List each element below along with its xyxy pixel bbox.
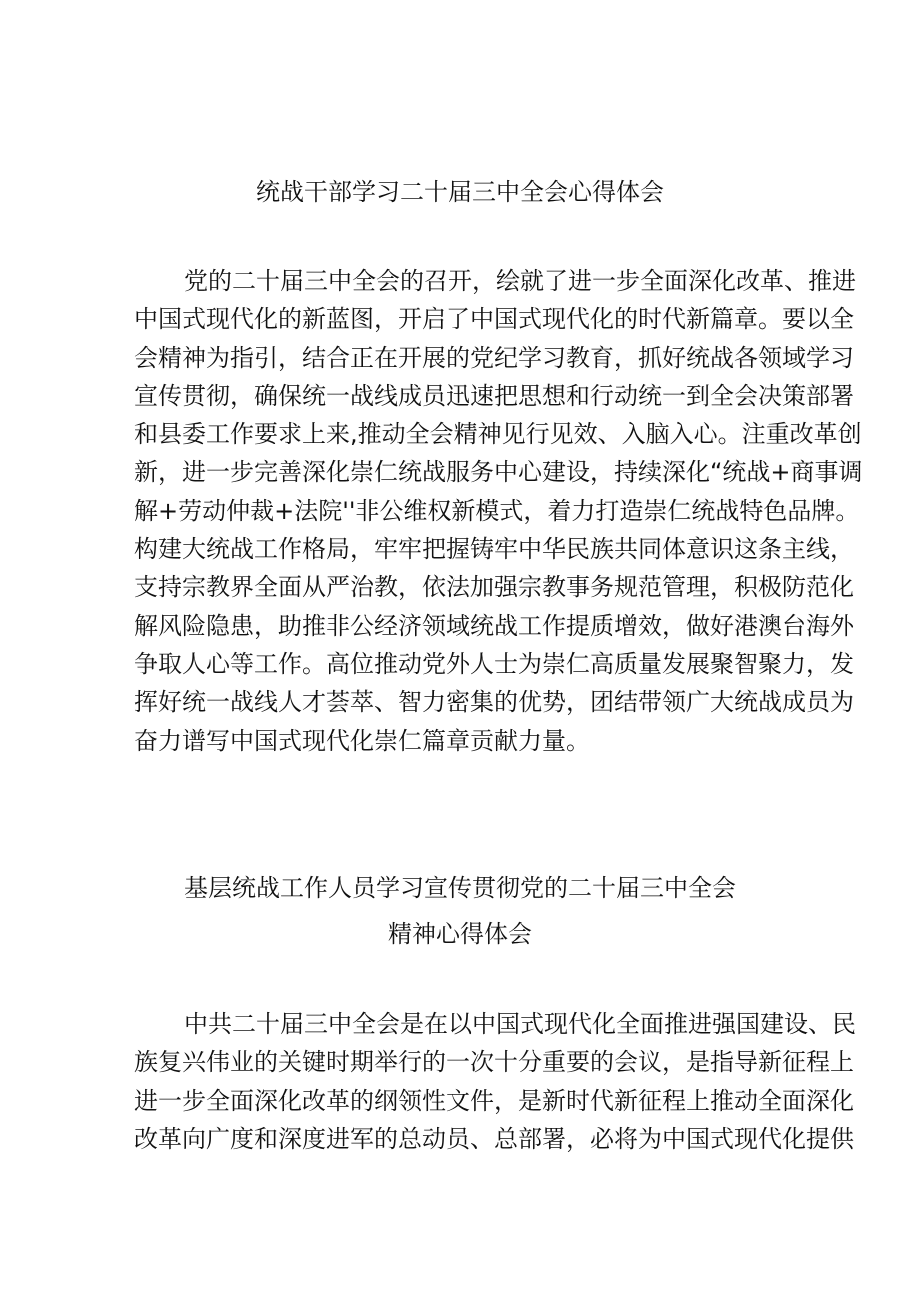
- paragraph-line: 解+劳动仲裁+法院''非公维权新模式，着力打造崇仁统战特色品牌。: [134, 496, 860, 525]
- paragraph-line: 改革向广度和深度进军的总动员、总部署，必将为中国式现代化提供: [134, 1124, 854, 1153]
- paragraph-line: 族复兴伟业的关键时期举行的一次十分重要的会议，是指导新征程上: [134, 1048, 854, 1077]
- paragraph-line: 宣传贯彻，确保统一战线成员迅速把思想和行动统一到全会决策部署: [134, 381, 854, 410]
- section2-title-line1: 基层统战工作人员学习宣传贯彻党的二十届三中全会: [184, 874, 736, 902]
- paragraph-line: 解风险隐患，助推非公经济领域统战工作提质增效，做好港澳台海外: [134, 611, 854, 640]
- paragraph-line: 新，进一步完善深化崇仁统战服务中心建设，持续深化“统战+商事调: [134, 458, 863, 487]
- section2-title-line2: 精神心得体会: [388, 920, 532, 948]
- section1-paragraph: [134, 262, 863, 760]
- paragraph-line: 争取人心等工作。高位推动党外人士为崇仁高质量发展聚智聚力，发: [134, 649, 854, 678]
- section2-paragraph: [134, 1005, 856, 1158]
- paragraph-line: 挥好统一战线人才荟萃、智力密集的优势，团结带领广大统战成员为: [134, 688, 854, 717]
- paragraph-line: 构建大统战工作格局，牢牢把握铸牢中华民族共同体意识这条主线，: [134, 535, 854, 564]
- paragraph-line: 中国式现代化的新蓝图，开启了中国式现代化的时代新篇章。要以全: [134, 305, 854, 334]
- paragraph-line: 进一步全面深化改革的纲领性文件，是新时代新征程上推动全面深化: [134, 1086, 854, 1115]
- paragraph-line: 支持宗教界全面从严治教，依法加强宗教事务规范管理，积极防范化: [134, 573, 854, 602]
- paragraph-line: 和县委工作要求上来,推动全会精神见行见效、入脑入心。注重改革创: [134, 420, 862, 449]
- paragraph-line: 党的二十届三中全会的召开，绘就了进一步全面深化改革、推进: [184, 267, 856, 295]
- section1-title: 统战干部学习二十届三中全会心得体会: [256, 178, 664, 206]
- paragraph-line: 奋力谱写中国式现代化崇仁篇章贡献力量。: [134, 726, 590, 755]
- paragraph-line: 会精神为指引，结合正在开展的党纪学习教育，抓好统战各领域学习: [134, 343, 854, 372]
- paragraph-line: 中共二十届三中全会是在以中国式现代化全面推进强国建设、民: [184, 1010, 856, 1038]
